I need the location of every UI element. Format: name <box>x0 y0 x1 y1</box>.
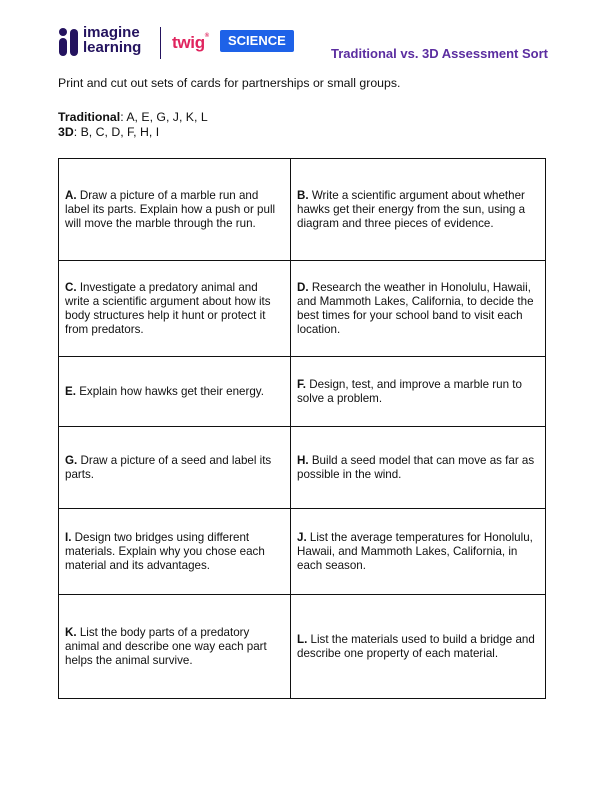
key-traditional-value: : A, E, G, J, K, L <box>120 110 208 124</box>
key-3d <box>58 125 208 140</box>
card-text: Investigate a predatory animal and write a scientific argument about how its body structures help it hunt or protect it from predators. <box>65 280 271 336</box>
card-h <box>291 427 546 509</box>
logo-divider <box>160 27 161 59</box>
card-c <box>59 261 291 357</box>
card-g <box>59 427 291 509</box>
card-text: List the average temperatures for Honolulu, Hawaii, and Mammoth Lakes, California, in each season. <box>297 530 533 572</box>
card-d <box>291 261 546 357</box>
answer-key <box>58 110 208 140</box>
science-badge: SCIENCE <box>220 30 294 52</box>
card-e <box>59 357 291 427</box>
card-text: Write a scientific argument about whether hawks get their energy from the sun, using a diagram and three pieces of evidence. <box>297 188 526 230</box>
card-letter: A. <box>65 188 77 202</box>
twig-wordmark <box>172 33 209 53</box>
card-row <box>59 427 546 509</box>
card-f <box>291 357 546 427</box>
card-text: Explain how hawks get their energy. <box>75 384 264 398</box>
card-letter: G. <box>65 453 78 467</box>
card-text: List the body parts of a predatory animal and describe one way each part helps the animal survive. <box>65 625 267 667</box>
logo-line-imagine: imagine <box>83 24 140 41</box>
imagine-learning-wordmark <box>83 25 141 55</box>
card-letter: F. <box>297 377 307 391</box>
imagine-learning-logo-icon <box>58 27 80 57</box>
intro-instructions: Print and cut out sets of cards for partnerships or small groups. <box>58 76 401 90</box>
card-letter: D. <box>297 280 309 294</box>
card-row <box>59 509 546 595</box>
card-text: Research the weather in Honolulu, Hawaii, and Mammoth Lakes, California, to decide the best times for your school band to visit each location. <box>297 280 534 336</box>
card-j <box>291 509 546 595</box>
key-3d-value: : B, C, D, F, H, I <box>73 125 160 139</box>
card-letter: E. <box>65 384 76 398</box>
key-traditional <box>58 110 208 125</box>
card-i <box>59 509 291 595</box>
card-k <box>59 595 291 699</box>
card-a <box>59 159 291 261</box>
card-grid <box>58 158 546 699</box>
card-text: Draw a picture of a marble run and label its parts. Explain how a push or pull will move the marble through the run. <box>65 188 276 230</box>
card-letter: H. <box>297 453 309 467</box>
card-b <box>291 159 546 261</box>
trademark-icon: ® <box>204 33 209 39</box>
card-letter: L. <box>297 632 308 646</box>
card-row <box>59 261 546 357</box>
card-letter: I. <box>65 530 72 544</box>
card-letter: J. <box>297 530 307 544</box>
card-row <box>59 159 546 261</box>
card-row <box>59 595 546 699</box>
twig-label: twig <box>172 33 205 52</box>
card-letter: C. <box>65 280 77 294</box>
logo-line-learning: learning <box>83 39 142 56</box>
page-header <box>58 22 548 66</box>
card-text: Build a seed model that can move as far as possible in the wind. <box>297 453 535 481</box>
document-title: Traditional vs. 3D Assessment Sort <box>331 46 548 61</box>
card-letter: B. <box>297 188 309 202</box>
key-traditional-label: Traditional <box>58 110 121 124</box>
card-text: Design two bridges using different materials. Explain why you chose each material and its advantages. <box>65 530 265 572</box>
card-row <box>59 357 546 427</box>
key-3d-label: 3D <box>58 125 74 139</box>
card-text: List the materials used to build a bridge and describe one property of each material. <box>297 632 535 660</box>
card-letter: K. <box>65 625 77 639</box>
card-text: Draw a picture of a seed and label its parts. <box>65 453 272 481</box>
card-l <box>291 595 546 699</box>
card-text: Design, test, and improve a marble run to solve a problem. <box>297 377 522 405</box>
